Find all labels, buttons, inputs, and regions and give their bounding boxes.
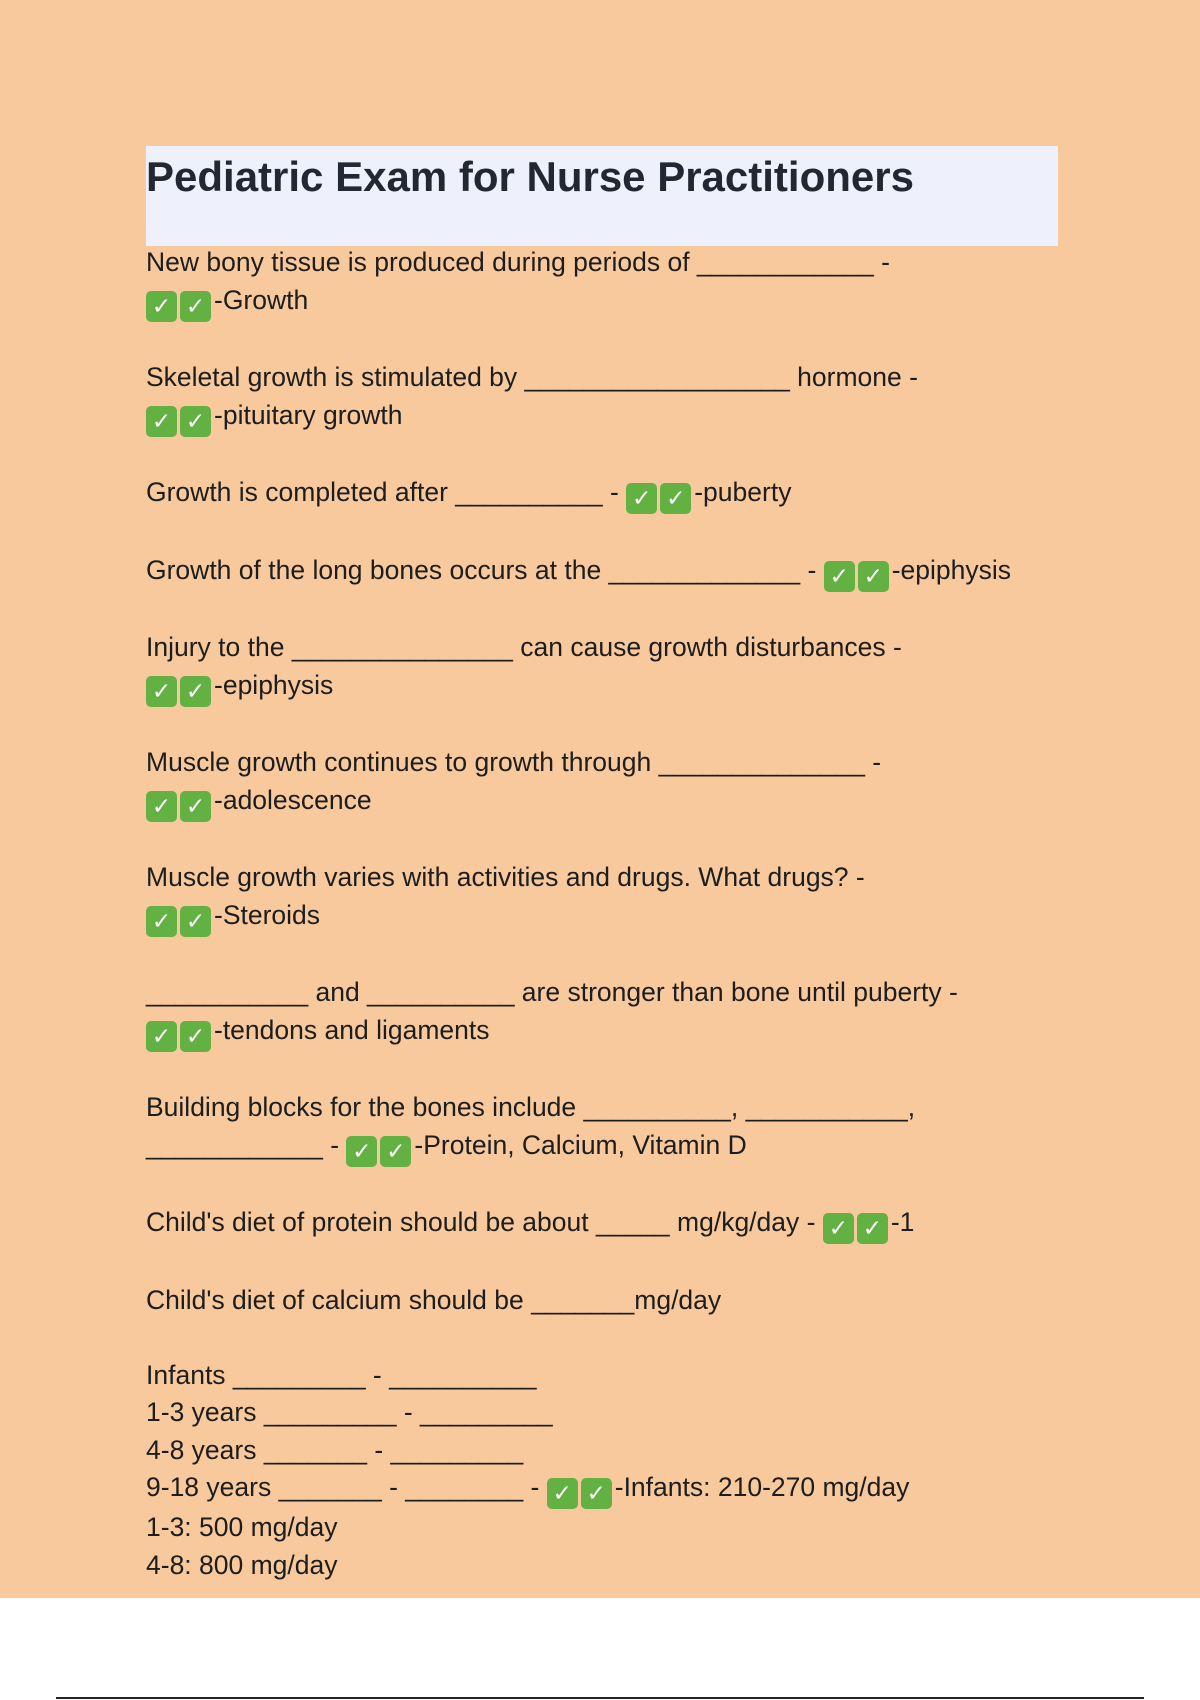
line-text: -1 [890,1207,915,1237]
line-text: -epiphysis [891,554,1012,585]
line-text: Muscle growth varies with activities and drugs. What drugs? - [146,862,865,892]
question-line [146,474,1086,514]
question-item [146,474,1086,514]
question-item [146,1357,1086,1585]
question-line [146,1432,1086,1470]
line-text: -Infants: 210-270 mg/day [614,1472,910,1502]
checkmark-icon: ✓ [146,791,177,822]
question-line [146,782,1086,822]
question-line [146,1089,1086,1127]
checkmark-icon: ✓ [180,406,211,437]
checkmark-icon: ✓ [626,483,657,514]
question-line [146,1469,1086,1509]
checkmark-icon: ✓ [146,291,177,322]
line-text: 4-8 years _______ - _________ [146,1434,524,1465]
line-text: 4-8: 800 mg/day [146,1549,338,1580]
line-text: Growth is completed after __________ - [146,477,627,507]
footer-divider [56,1697,1144,1699]
question-item [146,1204,1086,1244]
question-line [146,667,1086,707]
question-line [146,1204,1086,1244]
question-line [146,859,1086,897]
checkmark-icon: ✓ [180,676,211,707]
checkmark-icon: ✓ [180,906,211,937]
question-line [146,1282,1086,1320]
checkmark-icon: ✓ [146,1021,177,1052]
question-item [146,1089,1086,1167]
line-text: -Protein, Calcium, Vitamin D [414,1129,747,1160]
question-item [146,244,1086,322]
line-text: ___________ and __________ are stronger than bone until puberty - [146,977,958,1007]
line-text: -puberty [694,477,792,507]
line-text: -Steroids [214,899,321,930]
question-line [146,397,1086,437]
question-line [146,282,1086,322]
checkmark-icon: ✓ [824,561,855,592]
question-item [146,359,1086,437]
checkmark-icon: ✓ [857,1213,888,1244]
line-text: -Growth [214,284,309,315]
checkmark-icon: ✓ [581,1478,612,1509]
question-line [146,552,1086,592]
line-text: -epiphysis [214,669,334,700]
question-line [146,1357,1086,1395]
checkmark-icon: ✓ [380,1136,411,1167]
question-item [146,974,1086,1052]
page-title: Pediatric Exam for Nurse Practitioners [146,153,914,200]
line-text: -pituitary growth [214,399,403,430]
question-line [146,1547,1086,1585]
question-list [146,244,1086,1622]
line-text: 9-18 years _______ - ________ - [146,1472,547,1502]
checkmark-icon: ✓ [146,676,177,707]
checkmark-icon: ✓ [660,483,691,514]
checkmark-icon: ✓ [146,906,177,937]
checkmark-icon: ✓ [146,406,177,437]
line-text: Infants _________ - __________ [146,1359,537,1390]
question-line [146,1127,1086,1167]
line-text: Skeletal growth is stimulated by __________________ hormone - [146,362,918,392]
question-line [146,744,1086,782]
line-text: Child's diet of protein should be about _____ mg/kg/day - [146,1207,823,1237]
checkmark-icon: ✓ [823,1213,854,1244]
question-line [146,1394,1086,1432]
question-item [146,629,1086,707]
question-line [146,244,1086,282]
line-text: 1-3 years _________ - _________ [146,1397,553,1427]
question-item [146,744,1086,822]
checkmark-icon: ✓ [180,291,211,322]
question-item [146,1282,1086,1320]
line-text: New bony tissue is produced during periods of ____________ - [146,247,890,277]
question-line [146,897,1086,937]
question-item [146,552,1086,592]
title-banner [146,146,1058,246]
checkmark-icon: ✓ [180,1021,211,1052]
checkmark-icon: ✓ [858,561,889,592]
question-line [146,1012,1086,1052]
line-text: -tendons and ligaments [214,1014,490,1045]
question-line [146,1509,1086,1547]
question-line [146,359,1086,397]
question-line [146,629,1086,667]
line-text: Injury to the _______________ can cause growth disturbances - [146,632,902,662]
line-text: Muscle growth continues to growth through ______________ - [146,747,882,777]
line-text: 1-3: 500 mg/day [146,1512,338,1542]
line-text: Growth of the long bones occurs at the _____________ - [146,554,824,585]
line-text: Child's diet of calcium should be _______mg/day [146,1284,722,1315]
question-item [146,859,1086,937]
checkmark-icon: ✓ [547,1478,578,1509]
line-text: ____________ - [146,1129,347,1160]
line-text: -adolescence [214,784,372,815]
checkmark-icon: ✓ [346,1136,377,1167]
checkmark-icon: ✓ [180,791,211,822]
line-text: Building blocks for the bones include __________, ___________, [146,1092,916,1122]
question-line [146,974,1086,1012]
